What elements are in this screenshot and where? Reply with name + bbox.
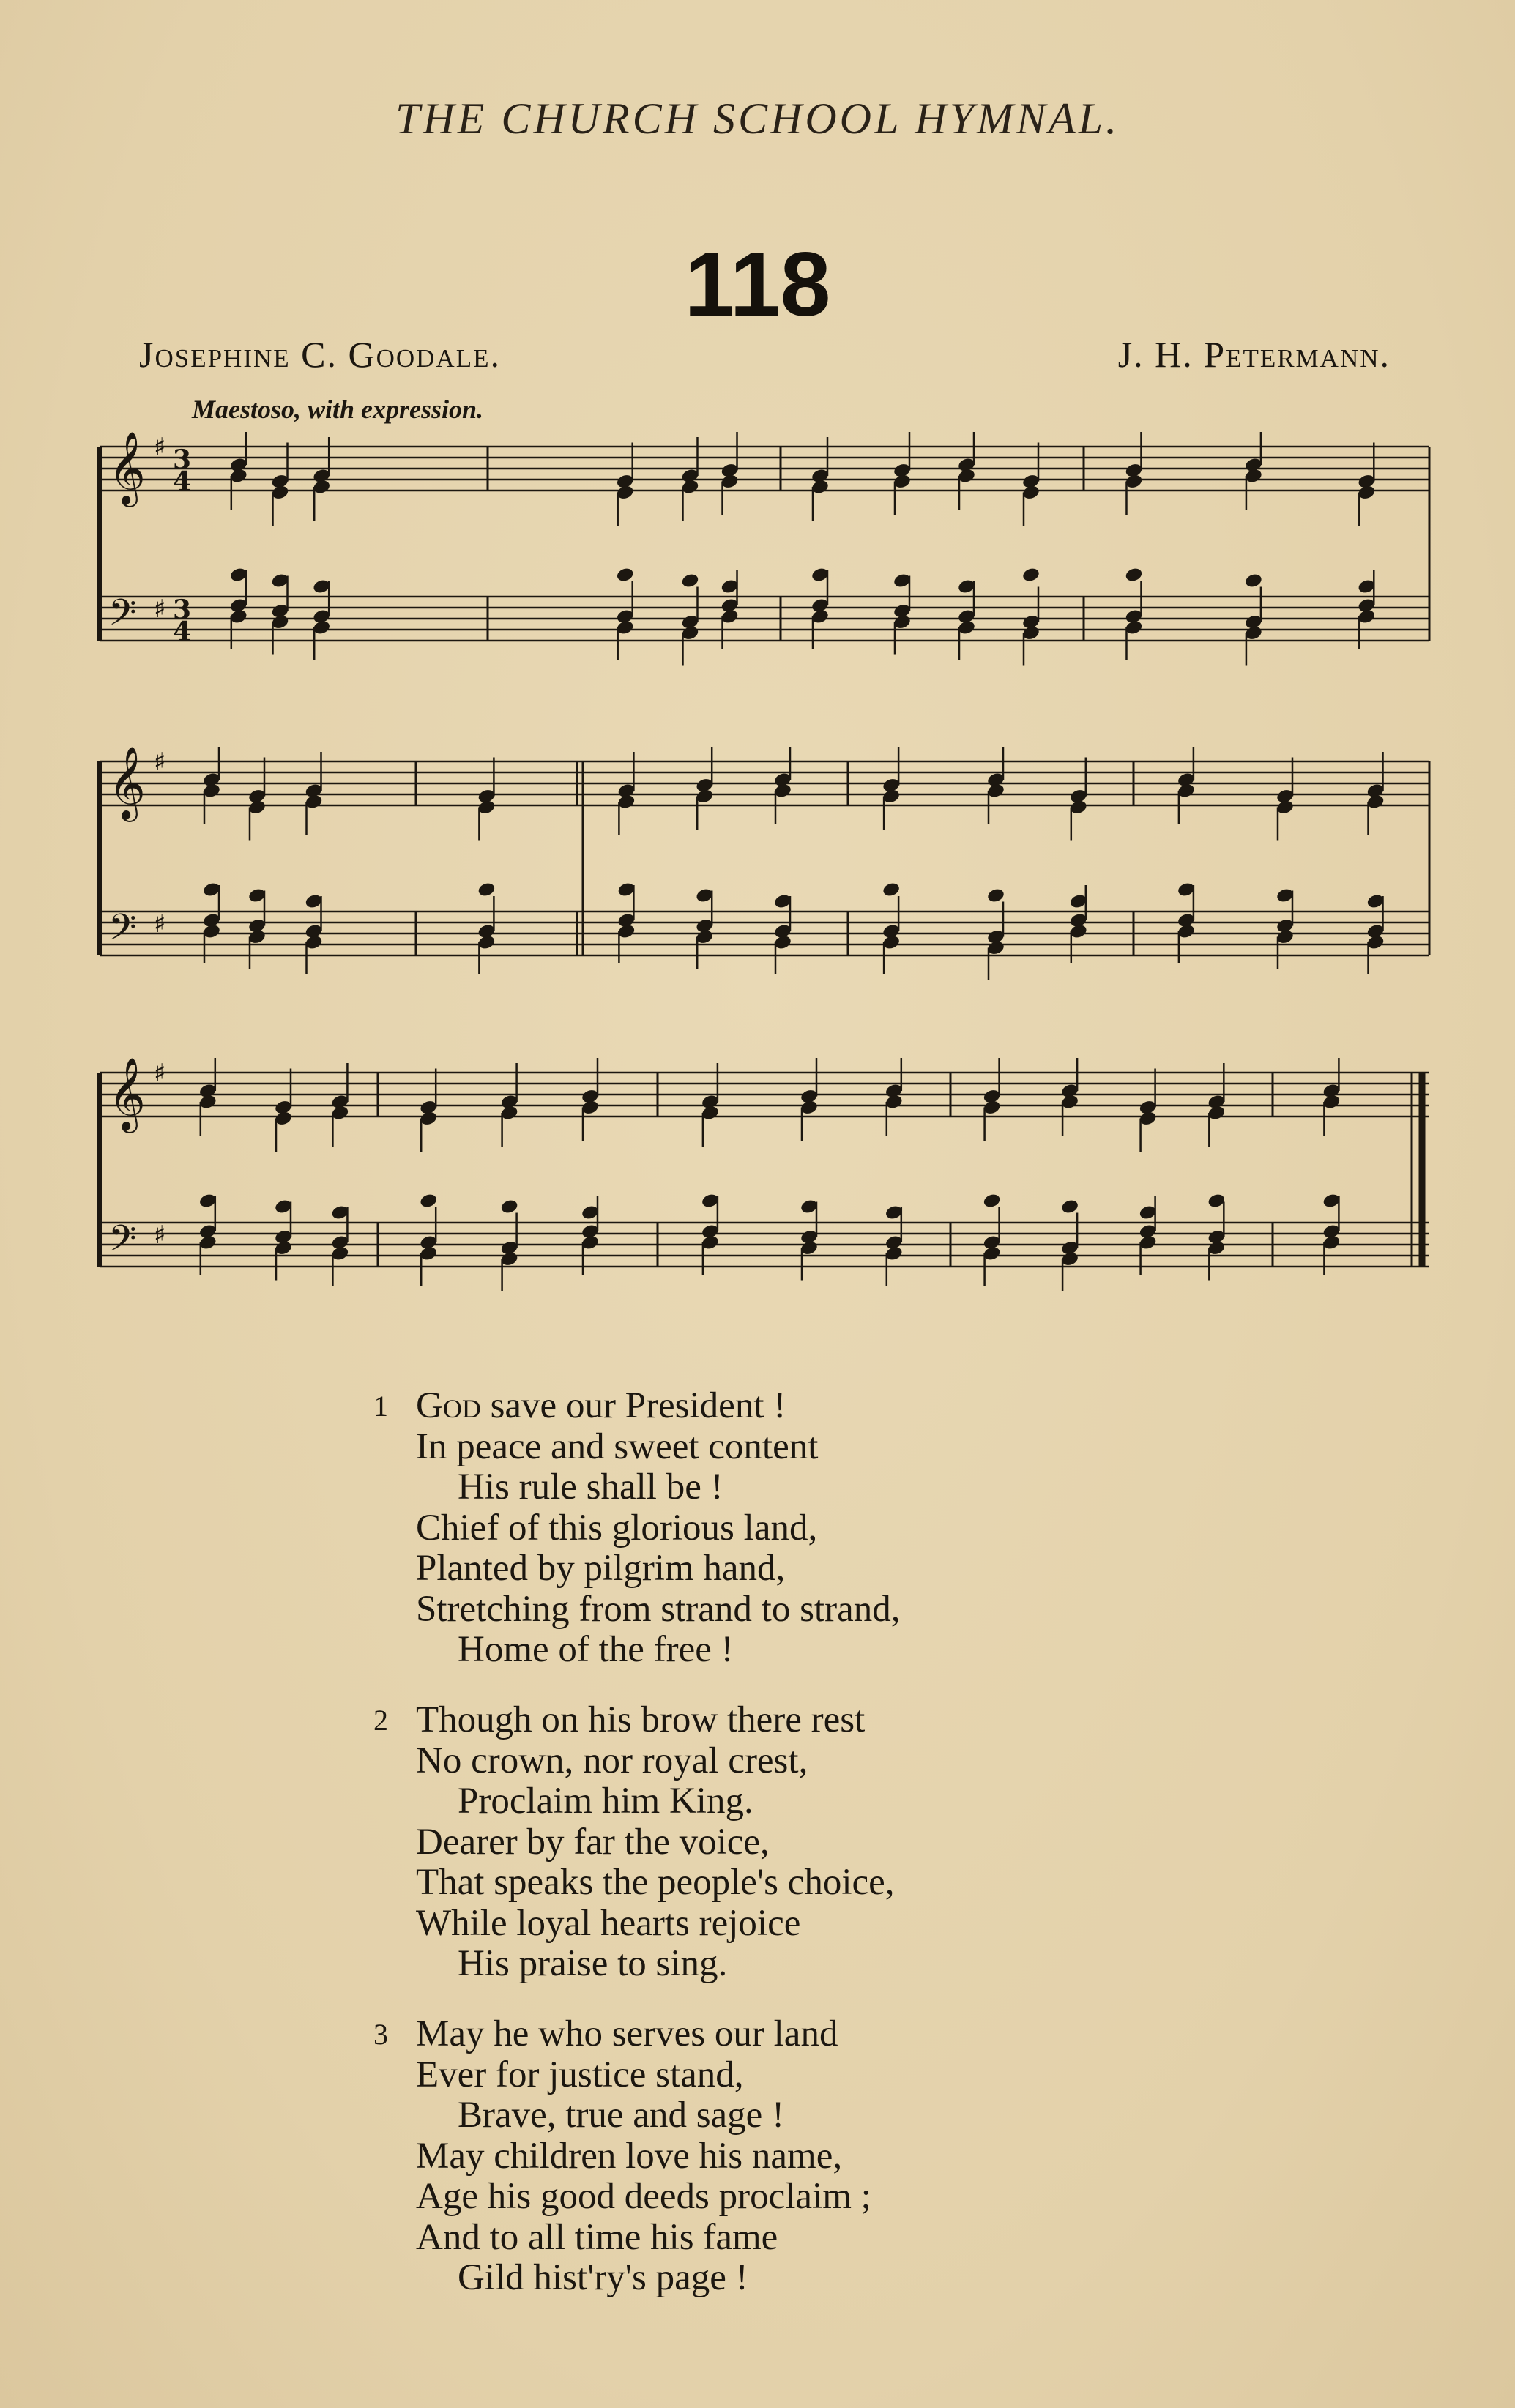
stanza-line: His rule shall be !	[458, 1466, 723, 1507]
stanza-line: Stretching from strand to strand,	[416, 1588, 901, 1630]
running-head: THE CHURCH SCHOOL HYMNAL.	[395, 94, 1120, 143]
music-system-1-notation	[86, 432, 1434, 696]
system-bracket	[97, 447, 102, 641]
stanza-line: And to all time his fame	[416, 2216, 778, 2258]
stanza-3	[373, 2013, 871, 2299]
bass-clef-icon: 𝄢	[108, 906, 137, 958]
tenor-notehead	[882, 881, 901, 898]
time-signature-top: 3	[173, 444, 192, 475]
sharp-icon: ♯	[154, 748, 166, 777]
stanza-first-word: God	[416, 1385, 481, 1426]
stanza-number: 2	[373, 1704, 388, 1737]
stanza-line: No crown, nor royal crest,	[416, 1740, 808, 1781]
tenor-notehead	[500, 1199, 519, 1215]
music-system-3	[86, 1058, 1434, 1351]
stanza-line: In peace and sweet content	[416, 1425, 819, 1467]
treble-clef-icon: 𝄞	[108, 1058, 146, 1130]
tenor-notehead	[983, 1193, 1002, 1209]
stanza-line: His praise to sing.	[458, 1943, 728, 1984]
stanza-line: Home of the free !	[458, 1629, 734, 1670]
sharp-icon: ♯	[154, 1059, 166, 1088]
music-system-2-notation	[86, 747, 1434, 1010]
system-bracket	[97, 1073, 102, 1267]
stanza-line: Dearer by far the voice,	[416, 1821, 770, 1863]
tenor-notehead	[680, 573, 699, 589]
author-credit: Josephine C. Goodale.	[139, 334, 501, 375]
stanza-line: Age his good deeds proclaim ;	[416, 2176, 871, 2217]
music-system-2	[86, 747, 1434, 1010]
tempo-marking: Maestoso, with expression.	[192, 395, 484, 424]
tenor-notehead	[616, 567, 635, 584]
bass-clef-icon: 𝄢	[108, 592, 137, 643]
stanza-2	[373, 1699, 895, 1985]
treble-clef-icon: 𝄞	[108, 432, 146, 504]
tenor-notehead	[1021, 567, 1041, 584]
hymn-number: 118	[684, 234, 831, 335]
stanza-line: Planted by pilgrim hand,	[416, 1548, 786, 1589]
stanza-line: Brave, true and sage !	[458, 2095, 785, 2136]
tenor-notehead	[1124, 567, 1143, 584]
tenor-notehead	[1060, 1199, 1079, 1215]
stanza-line: That speaks the people's choice,	[416, 1862, 895, 1903]
stanza-line: May he who serves our land	[416, 2013, 838, 2054]
tenor-notehead	[1244, 573, 1263, 589]
tenor-notehead	[419, 1193, 438, 1209]
stanza-line	[416, 1386, 900, 1427]
music-system-1	[86, 432, 1434, 696]
stanza-line: Chief of this glorious land,	[416, 1507, 818, 1548]
tenor-notehead	[986, 887, 1005, 904]
composer-credit: J. H. Petermann.	[1117, 334, 1391, 375]
time-signature-top: 3	[173, 594, 192, 625]
stanza-line-text: save our President !	[480, 1385, 786, 1426]
stanza-line: May children love his name,	[416, 2135, 843, 2177]
stanza-line: Gild hist'ry's page !	[458, 2257, 748, 2298]
stanza-number: 1	[373, 1390, 388, 1423]
stanza-line: Ever for justice stand,	[416, 2054, 744, 2095]
time-signature-bottom: 4	[173, 466, 192, 497]
stanza-line: Though on his brow there rest	[416, 1699, 866, 1740]
sharp-icon: ♯	[154, 909, 166, 939]
sharp-icon: ♯	[154, 433, 166, 462]
treble-clef-icon: 𝄞	[108, 747, 146, 819]
tenor-notehead	[477, 881, 496, 898]
music-system-3-notation	[86, 1058, 1434, 1351]
system-bracket	[97, 761, 102, 955]
stanza-number: 3	[373, 2018, 388, 2051]
stanza-line: While loyal hearts rejoice	[416, 1902, 801, 1944]
stanza-line: Proclaim him King.	[458, 1781, 753, 1822]
stanza-1	[373, 1385, 901, 1671]
time-signature-bottom: 4	[173, 616, 192, 647]
sharp-icon: ♯	[154, 594, 166, 624]
sharp-icon: ♯	[154, 1220, 166, 1250]
bass-clef-icon: 𝄢	[108, 1218, 137, 1269]
